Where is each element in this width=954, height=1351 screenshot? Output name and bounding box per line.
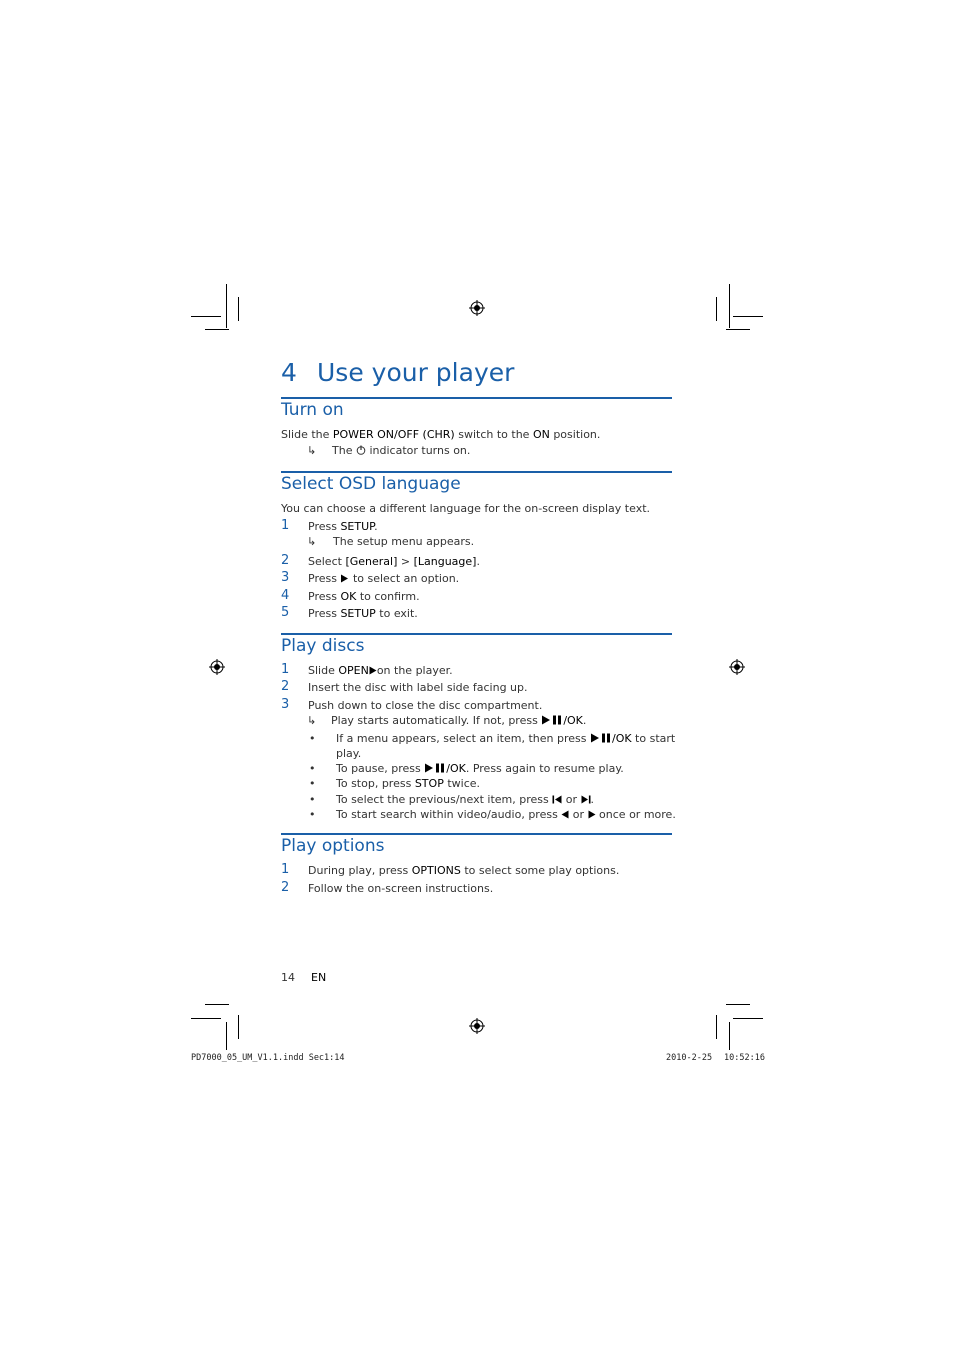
eject-arrow-icon — [369, 666, 377, 675]
bullet-icon: • — [309, 793, 316, 806]
crop-mark — [205, 1004, 229, 1005]
crop-mark — [238, 1015, 239, 1039]
page-number: 14 — [281, 971, 295, 984]
play-pause-icon — [590, 733, 612, 743]
step-number: 2 — [281, 880, 290, 895]
options-step-2: Follow the on-screen instructions. — [308, 882, 494, 895]
step-number: 1 — [281, 862, 290, 877]
discs-bullet-search: To start search within video/audio, press or once or more. — [336, 808, 676, 821]
result-arrow-icon: ↳ — [307, 444, 317, 457]
registration-mark-icon — [469, 1018, 485, 1034]
section-rule — [281, 833, 672, 835]
result-arrow-icon: ↳ — [307, 535, 317, 548]
previous-icon — [552, 795, 562, 804]
step-number: 5 — [281, 605, 290, 620]
discs-step-1: Slide OPEN on the player. — [308, 664, 453, 677]
bullet-icon: • — [309, 762, 316, 775]
crop-mark — [733, 316, 763, 317]
crop-mark — [226, 284, 227, 328]
section-heading-osd-language: Select OSD language — [281, 474, 461, 494]
step-number: 4 — [281, 588, 290, 603]
osd-step-5: Press SETUP to exit. — [308, 607, 418, 620]
slug-file-info: PD7000_05_UM_V1.1.indd Sec1:14 — [191, 1053, 345, 1063]
step-number: 3 — [281, 697, 290, 712]
osd-step-1-result: The setup menu appears. — [333, 535, 475, 548]
language-code: EN — [311, 971, 327, 984]
section-rule — [281, 397, 672, 399]
bullet-icon: • — [309, 808, 316, 821]
options-step-1: During play, press OPTIONS to select some play options. — [308, 864, 620, 877]
osd-intro: You can choose a different language for the on-screen display text. — [281, 502, 651, 515]
crop-mark — [726, 329, 750, 330]
crop-mark — [726, 1004, 750, 1005]
section-rule — [281, 633, 672, 635]
crop-mark — [191, 1018, 221, 1019]
discs-step-3-result: Play starts automatically. If not, press /OK. — [331, 714, 587, 727]
bullet-icon: • — [309, 732, 316, 745]
discs-bullet-pause: To pause, press /OK. Press again to resume play. — [336, 762, 624, 775]
slug-time: 10:52:16 — [724, 1053, 765, 1063]
osd-step-2: Select [General] > [Language]. — [308, 555, 480, 568]
section-rule — [281, 471, 672, 473]
step-number: 1 — [281, 518, 290, 533]
slug-date: 2010-2-25 — [666, 1053, 713, 1063]
crop-mark — [191, 316, 221, 317]
bullet-icon: • — [309, 777, 316, 790]
discs-step-2: Insert the disc with label side facing up. — [308, 681, 528, 694]
crop-mark — [716, 297, 717, 321]
discs-bullet-menu-line2: play. — [336, 747, 362, 760]
play-pause-icon — [424, 763, 446, 773]
registration-mark-icon — [469, 300, 485, 316]
step-number: 2 — [281, 679, 290, 694]
crop-mark — [716, 1015, 717, 1039]
result-arrow-icon: ↳ — [307, 714, 317, 727]
crop-mark — [205, 329, 229, 330]
crop-mark — [226, 1022, 227, 1050]
section-heading-play-options: Play options — [281, 836, 385, 856]
play-pause-icon — [541, 715, 563, 725]
right-arrow-icon — [588, 810, 596, 819]
osd-step-1: Press SETUP. — [308, 520, 378, 533]
discs-step-3: Push down to close the disc compartment. — [308, 699, 543, 712]
section-heading-turn-on: Turn on — [281, 400, 344, 420]
step-number: 1 — [281, 662, 290, 677]
turn-on-instruction: Slide the POWER ON/OFF (CHR) switch to the ON position. — [281, 428, 601, 441]
registration-mark-icon — [729, 659, 745, 675]
crop-mark — [729, 1022, 730, 1050]
crop-mark — [729, 284, 730, 328]
chapter-title — [281, 358, 514, 387]
chapter-title-text: Use your player — [317, 358, 515, 387]
osd-step-3: Press to select an option. — [308, 572, 460, 585]
crop-mark — [733, 1018, 763, 1019]
power-icon — [356, 445, 366, 455]
crop-mark — [238, 297, 239, 321]
discs-bullet-stop: To stop, press STOP twice. — [336, 777, 481, 790]
discs-bullet-menu: If a menu appears, select an item, then press /OK to start — [336, 732, 676, 745]
section-heading-play-discs: Play discs — [281, 636, 365, 656]
registration-mark-icon — [209, 659, 225, 675]
turn-on-result: The indicator turns on. — [332, 444, 471, 457]
osd-step-4: Press OK to confirm. — [308, 590, 420, 603]
step-number: 3 — [281, 570, 290, 585]
step-number: 2 — [281, 553, 290, 568]
chapter-number: 4 — [281, 358, 297, 387]
discs-bullet-prev-next: To select the previous/next item, press or . — [336, 793, 594, 806]
next-icon — [581, 795, 591, 804]
